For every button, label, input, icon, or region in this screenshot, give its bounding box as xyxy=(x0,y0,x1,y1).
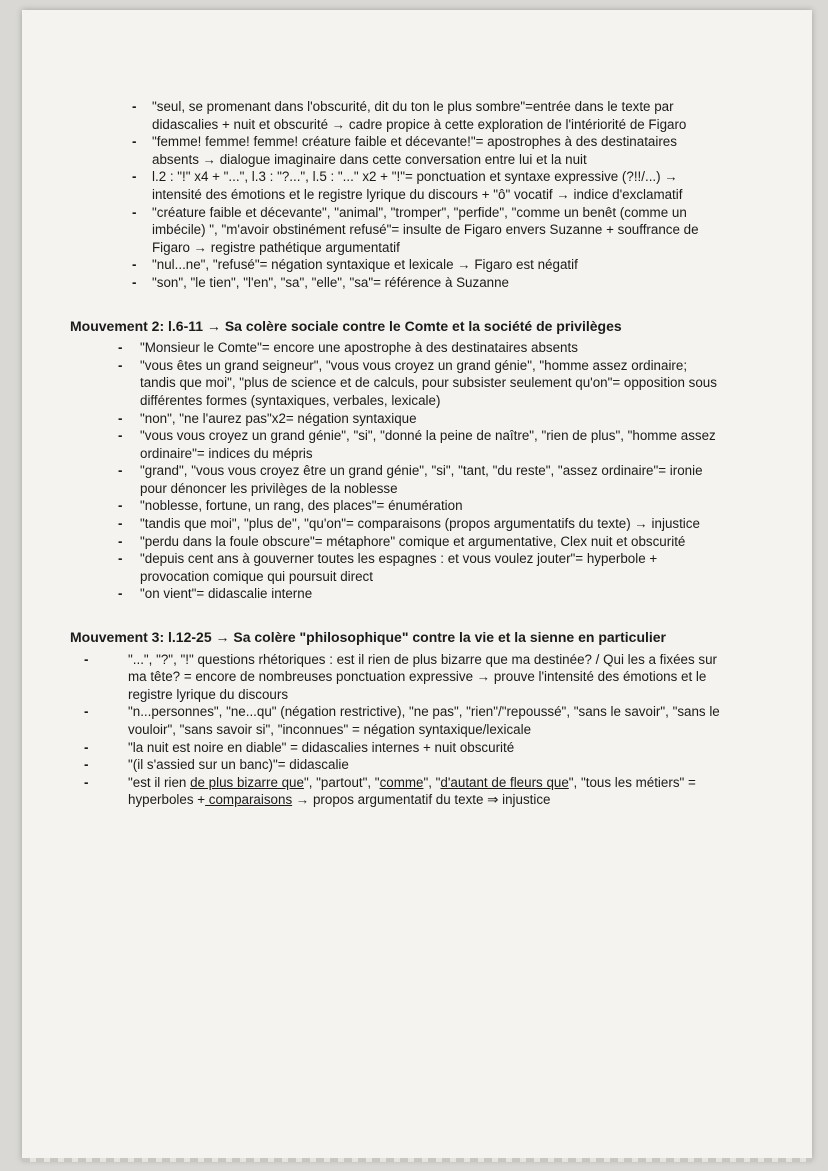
text: ", "tous les métiers" = hyperboles + xyxy=(128,774,696,808)
page-content xyxy=(70,98,720,809)
section1-list xyxy=(70,98,720,292)
section3-list xyxy=(70,651,720,809)
text: ", " xyxy=(423,774,441,790)
list-item: - "créature faible et décevante", "animal", "tromper", "perfide", "comme un benêt (comme un imbécile) ", "m'avoir obstinément refusé"= insulte de Figaro envers Suzanne + souffrance de Figaro → registre pathétique argumentatif xyxy=(70,204,720,257)
text: "est il rien xyxy=(128,774,191,790)
list-item: - "...", "?", "!" questions rhétoriques : est il rien de plus bizarre que ma destinée? / Qui les a fixées sur ma tête? = encore de nombreuses ponctuation expressive → prouve l'intensité des émotions et le registre lyrique du discours xyxy=(70,651,720,704)
section2-list xyxy=(70,339,720,603)
list-item: - l.2 : "!" x4 + "...", l.3 : "?...", l.5 : "..." x2 + "!"= ponctuation et syntaxe expressive (?!!/...) → intensité des émotions et le registre lyrique du discours + "ô" vocatif → indice d'exclamatif xyxy=(70,168,720,203)
list-item: - "n...personnes", "ne...qu" (négation restrictive), "ne pas", "rien"/"repoussé", "sans le savoir", "sans le vouloir", "sans savoir si", "inconnues" = négation syntaxique/lexicale xyxy=(70,703,720,738)
scanned-page xyxy=(22,10,812,1160)
underlined-text: comme xyxy=(379,774,424,790)
text: → propos argumentatif du texte ⇒ injustice xyxy=(292,792,551,808)
list-item: - "la nuit est noire en diable" = didascalies internes + nuit obscurité xyxy=(70,739,720,757)
list-item: - "depuis cent ans à gouverner toutes les espagnes : et vous voulez jouter"= hyperbole + provocation comique qui poursuit direct xyxy=(70,550,720,585)
list-item: - "nul...ne", "refusé"= négation syntaxique et lexicale → Figaro est négatif xyxy=(70,256,720,274)
list-item: - "on vient"= didascalie interne xyxy=(70,585,720,603)
text: ", "partout", " xyxy=(303,774,380,790)
section2-title: Mouvement 2: l.6-11 → Sa colère sociale contre le Comte et la société de privilèges xyxy=(70,317,622,334)
list-item: - "Monsieur le Comte"= encore une apostrophe à des destinataires absents xyxy=(70,339,720,357)
list-item: - "vous vous croyez un grand génie", "si", "donné la peine de naître", "rien de plus", "homme assez ordinaire"= indices du mépris xyxy=(70,427,720,462)
list-item: - "tandis que moi", "plus de", "qu'on"= comparaisons (propos argumentatifs du texte) → injustice xyxy=(70,515,720,533)
list-item: - "seul, se promenant dans l'obscurité, dit du ton le plus sombre"=entrée dans le texte par didascalies + nuit et obscurité → cadre propice à cette exploration de l'intériorité de Figaro xyxy=(70,98,720,133)
list-item: - "vous êtes un grand seigneur", "vous vous croyez un grand génie", "homme assez ordinaire; tandis que moi", "plus de science et de calculs, pour subsister seulement qu'on"= opposition sous différentes formes (syntaxiques, verbales, lexicale) xyxy=(70,357,720,410)
page-edge-divider xyxy=(22,1158,812,1162)
underlined-text: d'autant de fleurs que xyxy=(440,774,569,790)
list-item: - "son", "le tien", "l'en", "sa", "elle", "sa"= référence à Suzanne xyxy=(70,274,720,292)
underlined-text: comparaisons xyxy=(205,792,293,808)
list-item: - "noblesse, fortune, un rang, des places"= énumération xyxy=(70,497,720,515)
list-item: - "perdu dans la foule obscure"= métaphore" comique et argumentative, Clex nuit et obscurité xyxy=(70,533,720,551)
list-item: - "non", "ne l'aurez pas"x2= négation syntaxique xyxy=(70,410,720,428)
list-item: - "femme! femme! femme! créature faible et décevante!"= apostrophes à des destinataires absents → dialogue imaginaire dans cette conversation entre lui et la nuit xyxy=(70,133,720,168)
underlined-text: de plus bizarre que xyxy=(190,774,304,790)
section3-title: Mouvement 3: l.12-25 → Sa colère "philosophique" contre la vie et la sienne en particulier xyxy=(70,629,667,646)
list-item: - "(il s'assied sur un banc)"= didascalie xyxy=(70,756,720,774)
list-item xyxy=(70,774,720,809)
list-item: - "grand", "vous vous croyez être un grand génie", "si", "tant, "du reste", "assez ordinaire"= ironie pour dénoncer les privilèges de la noblesse xyxy=(70,462,720,497)
